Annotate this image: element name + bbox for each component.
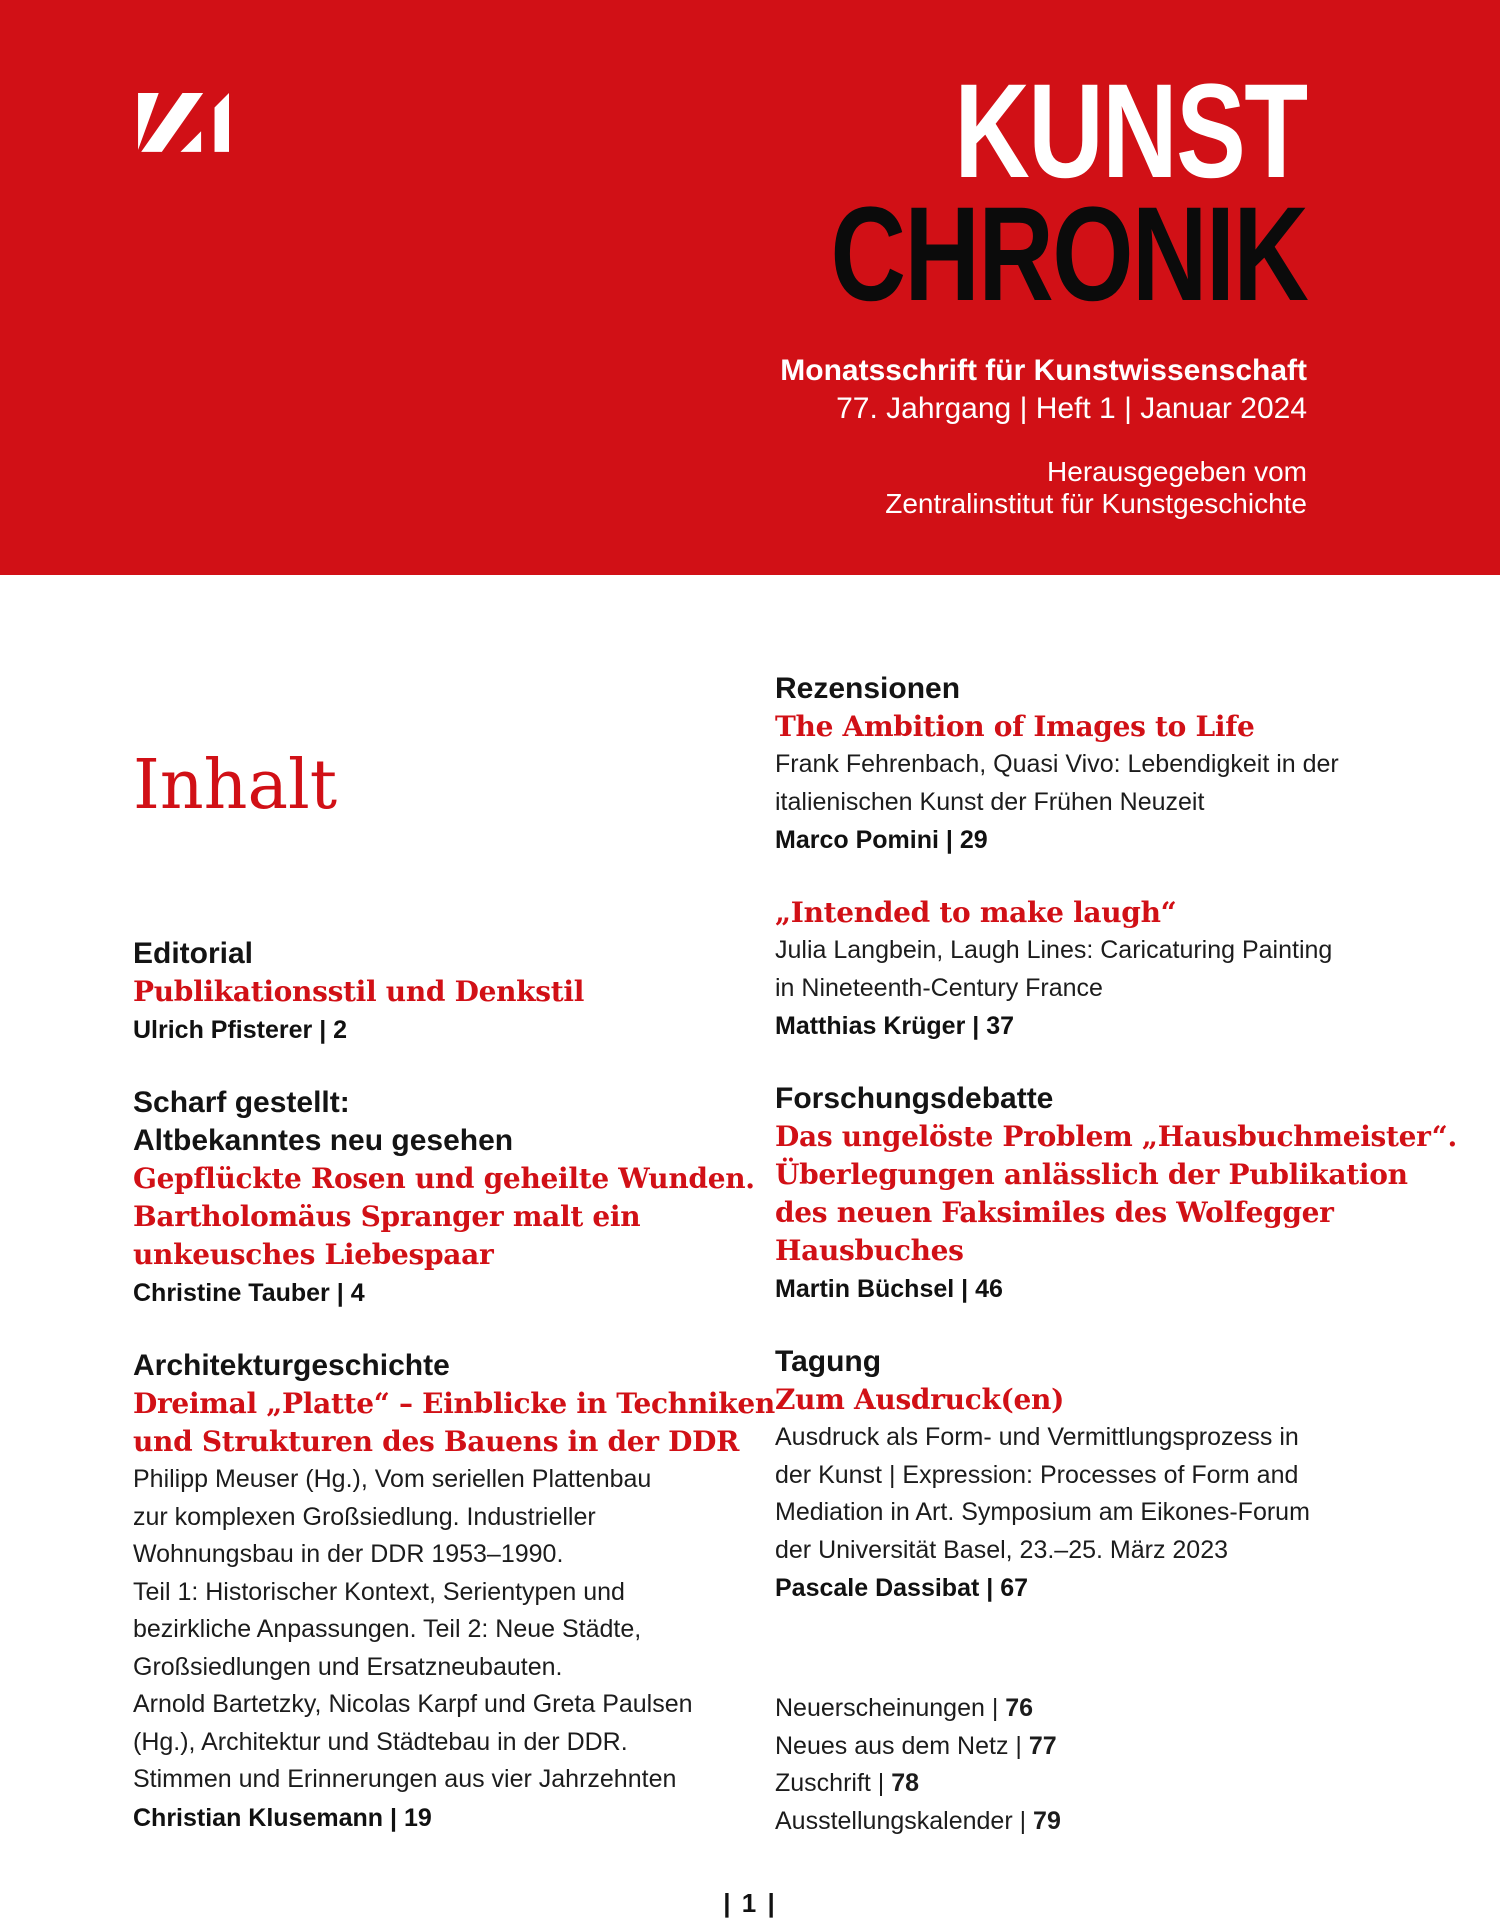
article-detail-line: Ausdruck als Form- und Vermittlungsprozess in bbox=[775, 1423, 1299, 1451]
separator: | bbox=[984, 1694, 1006, 1722]
article-detail-line: zur komplexen Großsiedlung. Industrieller bbox=[133, 1502, 596, 1531]
misc-label: Neues aus dem Netz bbox=[775, 1731, 1009, 1760]
author-name: Marco Pomini bbox=[775, 826, 939, 854]
page-reference: 4 bbox=[350, 1279, 365, 1307]
author-page-line bbox=[775, 1569, 1320, 1607]
zi-logo bbox=[135, 93, 230, 155]
separator: | bbox=[383, 1803, 404, 1832]
article-detail-line: Arnold Bartetzky, Nicolas Karpf und Greta Paulsen bbox=[133, 1690, 693, 1718]
section-category-line: Altbekanntes neu gesehen bbox=[133, 1124, 514, 1157]
article-detail-line: Stimmen und Erinnerungen aus vier Jahrzehnten bbox=[133, 1765, 677, 1793]
section-category-line: Forschungsdebatte bbox=[775, 1082, 1054, 1115]
misc-label: Neuerscheinungen bbox=[775, 1694, 985, 1722]
separator: | bbox=[870, 1769, 892, 1797]
article-title-line: Publikationsstil und Denkstil bbox=[133, 975, 585, 1008]
separator: | bbox=[1008, 1731, 1029, 1760]
page-number: | 1 | bbox=[723, 1888, 777, 1918]
article-detail-line: italienischen Kunst der Frühen Neuzeit bbox=[775, 787, 1205, 816]
article-detail-line: Julia Langbein, Laugh Lines: Caricaturing Painting bbox=[775, 936, 1333, 964]
misc-list-item bbox=[775, 1690, 1320, 1728]
article-detail-line: (Hg.), Architektur und Städtebau in der DDR. bbox=[133, 1727, 628, 1756]
article-title-line: des neuen Faksimiles des Wolfegger bbox=[775, 1196, 1334, 1229]
article-title-line: Dreimal „Platte“ – Einblicke in Techniken bbox=[133, 1387, 775, 1420]
masthead-banner bbox=[0, 0, 1500, 575]
misc-list bbox=[775, 1690, 1320, 1840]
author-name: Christine Tauber bbox=[133, 1279, 330, 1307]
page-reference: 29 bbox=[959, 826, 988, 854]
contents-heading: Inhalt bbox=[133, 746, 338, 825]
separator: | bbox=[312, 1016, 334, 1044]
toc-left-column bbox=[133, 935, 775, 1872]
article-detail-line: Mediation in Art. Symposium am Eikones-Forum bbox=[775, 1498, 1310, 1526]
article-title-line: The Ambition of Images to Life bbox=[775, 710, 1255, 743]
author-page-line bbox=[133, 1274, 678, 1312]
journal-subtitle: Monatsschrift für Kunstwissenschaft bbox=[780, 354, 1307, 387]
page-reference: 78 bbox=[891, 1769, 920, 1797]
toc-section bbox=[775, 670, 1339, 859]
toc-section bbox=[133, 1084, 755, 1312]
section-category-line: Architekturgeschichte bbox=[133, 1349, 450, 1382]
journal-title bbox=[696, 57, 1307, 329]
section-category-line: Editorial bbox=[133, 937, 254, 970]
page-reference: 76 bbox=[1005, 1694, 1034, 1722]
page-reference: 77 bbox=[1028, 1731, 1057, 1760]
page-reference: 19 bbox=[403, 1803, 432, 1832]
article-title-line: Überlegungen anlässlich der Publikation bbox=[775, 1158, 1408, 1191]
publisher-line-1: Herausgegeben vom bbox=[1047, 456, 1307, 487]
author-name: Ulrich Pfisterer bbox=[133, 1016, 313, 1044]
article-title-line: Hausbuches bbox=[775, 1234, 964, 1267]
separator: | bbox=[965, 1012, 987, 1040]
article-detail-line: in Nineteenth-Century France bbox=[775, 973, 1103, 1002]
article-title-line: unkeusches Liebespaar bbox=[133, 1238, 494, 1271]
misc-label: Ausstellungskalender bbox=[775, 1806, 1013, 1835]
author-name: Christian Klusemann bbox=[133, 1803, 384, 1832]
article-title-line: Das ungelöste Problem „Hausbuchmeister“. bbox=[775, 1120, 1457, 1153]
article-detail-line: der Universität Basel, 23.–25. März 2023 bbox=[775, 1535, 1229, 1564]
article-detail-line: bezirkliche Anpassungen. Teil 2: Neue Städte, bbox=[133, 1615, 642, 1643]
article-detail-line: Teil 1: Historischer Kontext, Serientypen und bbox=[133, 1577, 625, 1606]
journal-publisher-block bbox=[780, 456, 1307, 520]
page-reference: 79 bbox=[1033, 1806, 1061, 1835]
misc-list-item bbox=[775, 1765, 1320, 1803]
toc-section bbox=[133, 935, 678, 1049]
article-detail-line: der Kunst | Expression: Processes of Form and bbox=[775, 1460, 1299, 1489]
separator: | bbox=[1012, 1806, 1034, 1835]
page-reference: 37 bbox=[986, 1012, 1015, 1040]
toc-section bbox=[133, 1347, 775, 1837]
article-title-line: „Intended to make laugh“ bbox=[775, 896, 1177, 929]
misc-label: Zuschrift bbox=[775, 1769, 871, 1797]
misc-list-item bbox=[775, 1728, 1320, 1766]
misc-list-item bbox=[775, 1803, 1320, 1841]
author-page-line bbox=[133, 1011, 678, 1049]
section-category-line: Rezensionen bbox=[775, 672, 961, 705]
toc-right-column bbox=[775, 670, 1457, 1840]
separator: | bbox=[954, 1275, 976, 1303]
article-detail-line: Frank Fehrenbach, Quasi Vivo: Lebendigkeit in der bbox=[775, 750, 1339, 778]
author-page-line bbox=[775, 821, 1320, 859]
author-name: Matthias Krüger bbox=[775, 1012, 966, 1040]
author-page-line bbox=[775, 1007, 1320, 1045]
page-reference: 67 bbox=[1000, 1574, 1028, 1602]
toc-section bbox=[775, 1343, 1320, 1607]
toc-section bbox=[775, 1080, 1457, 1308]
author-name: Martin Büchsel bbox=[775, 1275, 955, 1303]
page-reference: 46 bbox=[975, 1275, 1003, 1303]
author-name: Pascale Dassibat bbox=[775, 1574, 980, 1602]
journal-subtitle-block bbox=[780, 352, 1307, 520]
journal-issue-line: 77. Jahrgang | Heft 1 | Januar 2024 bbox=[836, 392, 1307, 425]
article-title-line: Zum Ausdruck(en) bbox=[775, 1383, 1065, 1416]
author-page-line bbox=[133, 1799, 678, 1837]
page-reference: 2 bbox=[333, 1016, 348, 1044]
separator: | bbox=[329, 1279, 351, 1307]
journal-title-line-1: KUNST bbox=[954, 57, 1307, 206]
article-detail-line: Philipp Meuser (Hg.), Vom seriellen Plattenbau bbox=[133, 1465, 652, 1493]
article-title-line: Gepflückte Rosen und geheilte Wunden. bbox=[133, 1162, 755, 1195]
separator: | bbox=[979, 1574, 1001, 1602]
article-detail-line: Wohnungsbau in der DDR 1953–1990. bbox=[133, 1540, 564, 1568]
publisher-line-2: Zentralinstitut für Kunstgeschichte bbox=[885, 488, 1307, 519]
section-category-line: Scharf gestellt: bbox=[133, 1086, 350, 1119]
toc-section bbox=[775, 894, 1333, 1045]
article-title-line: Bartholomäus Spranger malt ein bbox=[133, 1200, 641, 1233]
article-title-line: und Strukturen des Bauens in der DDR bbox=[133, 1425, 740, 1458]
article-detail-line: Großsiedlungen und Ersatzneubauten. bbox=[133, 1652, 563, 1681]
separator: | bbox=[938, 826, 960, 854]
section-category-line: Tagung bbox=[775, 1345, 882, 1378]
journal-title-line-2: CHRONIK bbox=[830, 180, 1307, 329]
author-page-line bbox=[775, 1270, 1320, 1308]
